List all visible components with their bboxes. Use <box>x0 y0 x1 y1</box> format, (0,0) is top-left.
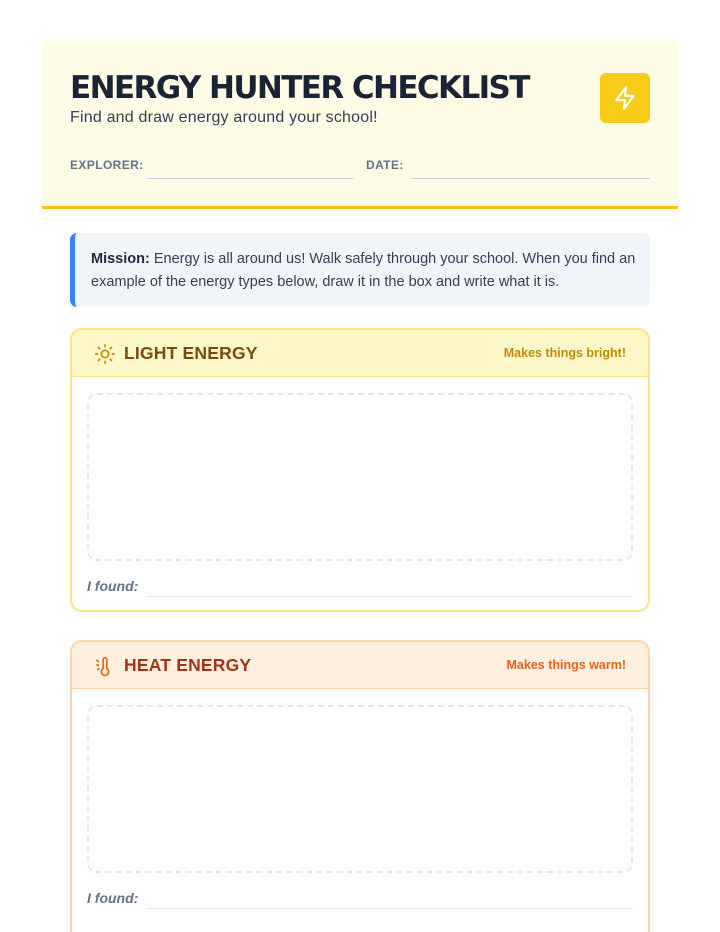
light-found-label: I found: <box>87 578 139 594</box>
heat-energy-card <box>70 640 650 932</box>
heat-energy-note: Makes things warm! <box>506 658 626 672</box>
page-subtitle: Find and draw energy around your school! <box>70 109 378 126</box>
explorer-field[interactable] <box>147 178 353 179</box>
light-energy-note: Makes things bright! <box>503 346 626 360</box>
heat-found-label: I found: <box>87 890 139 906</box>
header <box>42 42 678 209</box>
thermometer-icon <box>94 655 116 677</box>
sun-icon <box>94 343 116 365</box>
date-label: DATE: <box>366 158 404 172</box>
light-energy-title: LIGHT ENERGY <box>124 343 258 363</box>
light-energy-header <box>72 330 648 377</box>
date-field[interactable] <box>411 178 650 179</box>
heat-found-field[interactable] <box>147 908 633 909</box>
light-energy-card <box>70 328 650 612</box>
explorer-label: EXPLORER: <box>70 158 144 172</box>
light-energy-drawing-box[interactable] <box>87 393 633 561</box>
mission-label: Mission: <box>91 251 150 267</box>
lightning-bolt-icon <box>600 73 650 123</box>
heat-energy-drawing-box[interactable] <box>87 705 633 873</box>
worksheet <box>42 42 678 932</box>
page-title: ENERGY HUNTER CHECKLIST <box>70 70 529 106</box>
light-found-field[interactable] <box>147 596 633 597</box>
mission-text: Energy is all around us! Walk safely through your school. When you find an example of the energy types below, draw it in the box and write what it is. <box>91 251 636 290</box>
heat-energy-header <box>72 642 648 689</box>
mission-callout <box>70 233 650 307</box>
heat-energy-title: HEAT ENERGY <box>124 655 252 675</box>
